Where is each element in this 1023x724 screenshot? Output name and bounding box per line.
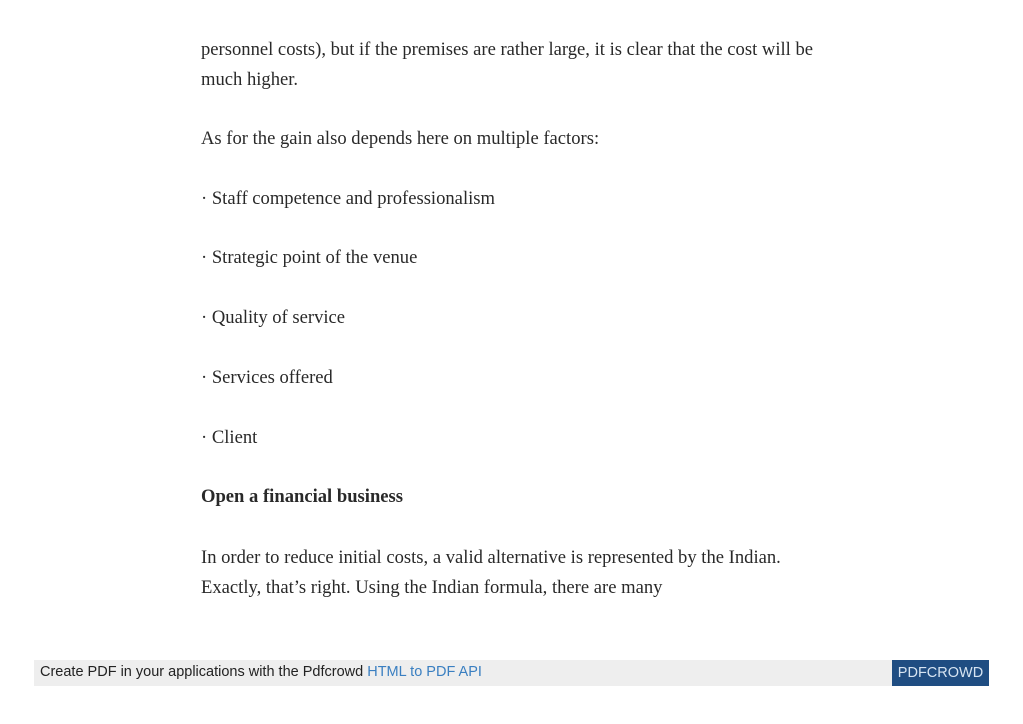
pdfcrowd-footer-bar	[34, 660, 989, 686]
intro-paragraph: personnel costs), but if the premises are rather large, it is clear that the cost will be much higher.	[201, 39, 814, 90]
factor-list-item: · Staff competence and professionalism	[201, 188, 495, 209]
pdfcrowd-brand-button[interactable]: PDFCROWD	[892, 660, 989, 686]
footer-text: Create PDF in your applications with the Pdfcrowd	[40, 664, 368, 680]
factor-list-item: · Client	[201, 427, 258, 448]
gain-paragraph: As for the gain also depends here on multiple factors:	[201, 128, 600, 149]
factor-list-item: · Quality of service	[201, 307, 346, 328]
html-to-pdf-api-link[interactable]: HTML to PDF API	[367, 664, 482, 680]
factor-list-item: · Services offered	[201, 367, 333, 388]
footer-text-line	[40, 664, 482, 680]
indian-paragraph: In order to reduce initial costs, a valid alternative is represented by the Indian. Exactly, that’s right. Using the Indian formula, there are many	[201, 547, 781, 598]
section-heading: Open a financial business	[201, 486, 404, 507]
factor-list-item: · Strategic point of the venue	[201, 247, 418, 268]
